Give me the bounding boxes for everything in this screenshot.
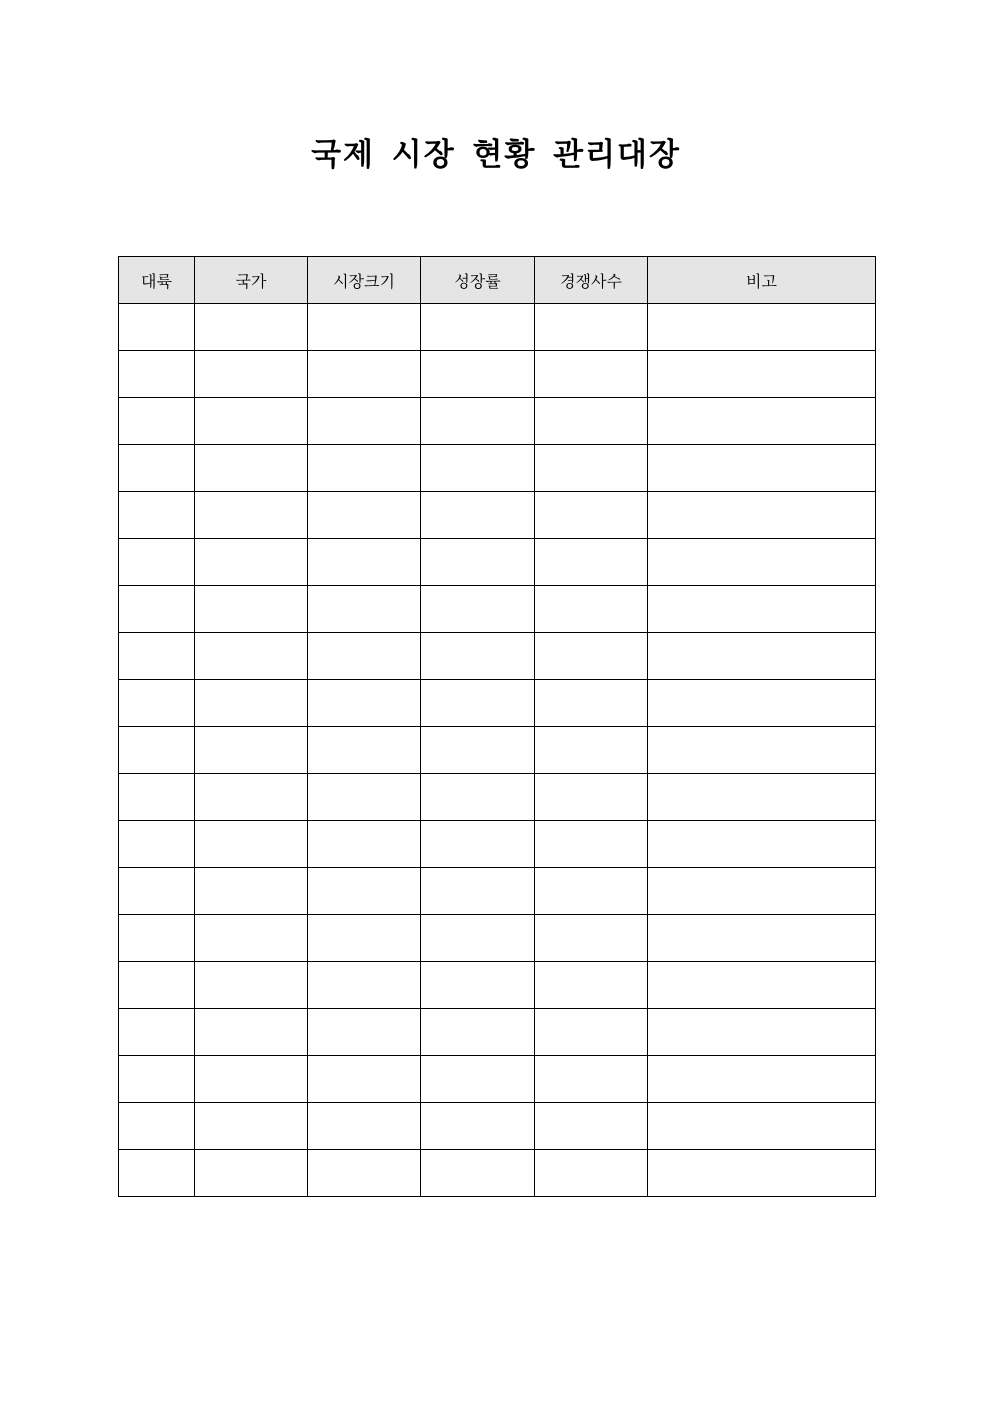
header-market-size: 시장크기 — [308, 257, 421, 304]
cell-market-size[interactable] — [308, 492, 421, 539]
cell-continent[interactable] — [119, 304, 195, 351]
cell-growth-rate[interactable] — [421, 962, 535, 1009]
cell-competitor-count[interactable] — [535, 1009, 648, 1056]
cell-continent[interactable] — [119, 1056, 195, 1103]
cell-continent[interactable] — [119, 774, 195, 821]
table-row — [119, 1150, 876, 1197]
cell-continent[interactable] — [119, 680, 195, 727]
table-row — [119, 492, 876, 539]
cell-competitor-count[interactable] — [535, 445, 648, 492]
cell-remarks[interactable] — [648, 351, 876, 398]
cell-continent[interactable] — [119, 633, 195, 680]
table-row — [119, 445, 876, 492]
cell-country[interactable] — [195, 445, 308, 492]
cell-growth-rate[interactable] — [421, 821, 535, 868]
cell-growth-rate[interactable] — [421, 1150, 535, 1197]
header-remarks: 비고 — [648, 257, 876, 304]
cell-remarks[interactable] — [648, 539, 876, 586]
cell-growth-rate[interactable] — [421, 633, 535, 680]
cell-growth-rate[interactable] — [421, 915, 535, 962]
table-row — [119, 1009, 876, 1056]
cell-continent[interactable] — [119, 1150, 195, 1197]
cell-country[interactable] — [195, 821, 308, 868]
cell-growth-rate[interactable] — [421, 539, 535, 586]
cell-country[interactable] — [195, 680, 308, 727]
header-growth-rate: 성장률 — [421, 257, 535, 304]
cell-growth-rate[interactable] — [421, 1103, 535, 1150]
table-row — [119, 586, 876, 633]
cell-remarks[interactable] — [648, 868, 876, 915]
cell-competitor-count[interactable] — [535, 962, 648, 1009]
cell-remarks[interactable] — [648, 633, 876, 680]
cell-remarks[interactable] — [648, 680, 876, 727]
cell-competitor-count[interactable] — [535, 1150, 648, 1197]
cell-remarks[interactable] — [648, 304, 876, 351]
cell-country[interactable] — [195, 304, 308, 351]
cell-country[interactable] — [195, 1009, 308, 1056]
cell-continent[interactable] — [119, 1009, 195, 1056]
table-row — [119, 1103, 876, 1150]
cell-market-size[interactable] — [308, 962, 421, 1009]
cell-market-size[interactable] — [308, 868, 421, 915]
cell-country[interactable] — [195, 1150, 308, 1197]
table-row — [119, 774, 876, 821]
table-row — [119, 868, 876, 915]
cell-country[interactable] — [195, 586, 308, 633]
cell-remarks[interactable] — [648, 445, 876, 492]
cell-country[interactable] — [195, 351, 308, 398]
cell-remarks[interactable] — [648, 915, 876, 962]
cell-market-size[interactable] — [308, 680, 421, 727]
cell-country[interactable] — [195, 868, 308, 915]
cell-competitor-count[interactable] — [535, 1103, 648, 1150]
table-row — [119, 680, 876, 727]
cell-country[interactable] — [195, 774, 308, 821]
cell-continent[interactable] — [119, 398, 195, 445]
table-row — [119, 821, 876, 868]
cell-market-size[interactable] — [308, 1103, 421, 1150]
cell-growth-rate[interactable] — [421, 304, 535, 351]
cell-continent[interactable] — [119, 821, 195, 868]
cell-competitor-count[interactable] — [535, 586, 648, 633]
cell-growth-rate[interactable] — [421, 1009, 535, 1056]
cell-remarks[interactable] — [648, 398, 876, 445]
table-row — [119, 351, 876, 398]
cell-market-size[interactable] — [308, 351, 421, 398]
cell-market-size[interactable] — [308, 445, 421, 492]
cell-continent[interactable] — [119, 868, 195, 915]
cell-continent[interactable] — [119, 445, 195, 492]
cell-continent[interactable] — [119, 351, 195, 398]
cell-continent[interactable] — [119, 539, 195, 586]
table-row — [119, 633, 876, 680]
cell-competitor-count[interactable] — [535, 492, 648, 539]
cell-competitor-count[interactable] — [535, 774, 648, 821]
cell-competitor-count[interactable] — [535, 821, 648, 868]
cell-competitor-count[interactable] — [535, 539, 648, 586]
cell-continent[interactable] — [119, 492, 195, 539]
table-header-row — [119, 257, 876, 304]
cell-market-size[interactable] — [308, 398, 421, 445]
cell-remarks[interactable] — [648, 1150, 876, 1197]
cell-market-size[interactable] — [308, 1009, 421, 1056]
cell-growth-rate[interactable] — [421, 586, 535, 633]
cell-growth-rate[interactable] — [421, 1056, 535, 1103]
cell-market-size[interactable] — [308, 1056, 421, 1103]
cell-remarks[interactable] — [648, 821, 876, 868]
cell-competitor-count[interactable] — [535, 915, 648, 962]
cell-market-size[interactable] — [308, 727, 421, 774]
cell-remarks[interactable] — [648, 962, 876, 1009]
table-row — [119, 915, 876, 962]
cell-competitor-count[interactable] — [535, 727, 648, 774]
cell-market-size[interactable] — [308, 586, 421, 633]
cell-remarks[interactable] — [648, 586, 876, 633]
table-row — [119, 1056, 876, 1103]
cell-competitor-count[interactable] — [535, 633, 648, 680]
cell-market-size[interactable] — [308, 1150, 421, 1197]
cell-competitor-count[interactable] — [535, 398, 648, 445]
market-status-table — [118, 256, 876, 1197]
table-row — [119, 304, 876, 351]
cell-continent[interactable] — [119, 962, 195, 1009]
cell-growth-rate[interactable] — [421, 727, 535, 774]
cell-growth-rate[interactable] — [421, 868, 535, 915]
cell-country[interactable] — [195, 492, 308, 539]
cell-competitor-count[interactable] — [535, 304, 648, 351]
table-row — [119, 539, 876, 586]
table-row — [119, 398, 876, 445]
cell-country[interactable] — [195, 727, 308, 774]
cell-remarks[interactable] — [648, 1056, 876, 1103]
header-continent: 대륙 — [119, 257, 195, 304]
table-body — [119, 304, 876, 1197]
cell-competitor-count[interactable] — [535, 351, 648, 398]
cell-market-size[interactable] — [308, 821, 421, 868]
header-competitor-count: 경쟁사수 — [535, 257, 648, 304]
cell-remarks[interactable] — [648, 492, 876, 539]
cell-country[interactable] — [195, 398, 308, 445]
table-row — [119, 962, 876, 1009]
cell-growth-rate[interactable] — [421, 351, 535, 398]
page-title: 국제 시장 현황 관리대장 — [311, 137, 681, 173]
cell-growth-rate[interactable] — [421, 774, 535, 821]
cell-market-size[interactable] — [308, 774, 421, 821]
cell-continent[interactable] — [119, 586, 195, 633]
cell-country[interactable] — [195, 1103, 308, 1150]
cell-competitor-count[interactable] — [535, 1056, 648, 1103]
cell-remarks[interactable] — [648, 774, 876, 821]
cell-country[interactable] — [195, 915, 308, 962]
cell-competitor-count[interactable] — [535, 680, 648, 727]
cell-growth-rate[interactable] — [421, 398, 535, 445]
header-country: 국가 — [195, 257, 308, 304]
cell-competitor-count[interactable] — [535, 868, 648, 915]
cell-market-size[interactable] — [308, 633, 421, 680]
cell-remarks[interactable] — [648, 727, 876, 774]
table-row — [119, 727, 876, 774]
cell-country[interactable] — [195, 539, 308, 586]
cell-growth-rate[interactable] — [421, 445, 535, 492]
cell-growth-rate[interactable] — [421, 492, 535, 539]
cell-growth-rate[interactable] — [421, 680, 535, 727]
cell-continent[interactable] — [119, 727, 195, 774]
cell-market-size[interactable] — [308, 304, 421, 351]
cell-market-size[interactable] — [308, 915, 421, 962]
cell-country[interactable] — [195, 633, 308, 680]
cell-continent[interactable] — [119, 915, 195, 962]
cell-country[interactable] — [195, 962, 308, 1009]
cell-continent[interactable] — [119, 1103, 195, 1150]
cell-remarks[interactable] — [648, 1103, 876, 1150]
cell-market-size[interactable] — [308, 539, 421, 586]
cell-remarks[interactable] — [648, 1009, 876, 1056]
cell-country[interactable] — [195, 1056, 308, 1103]
